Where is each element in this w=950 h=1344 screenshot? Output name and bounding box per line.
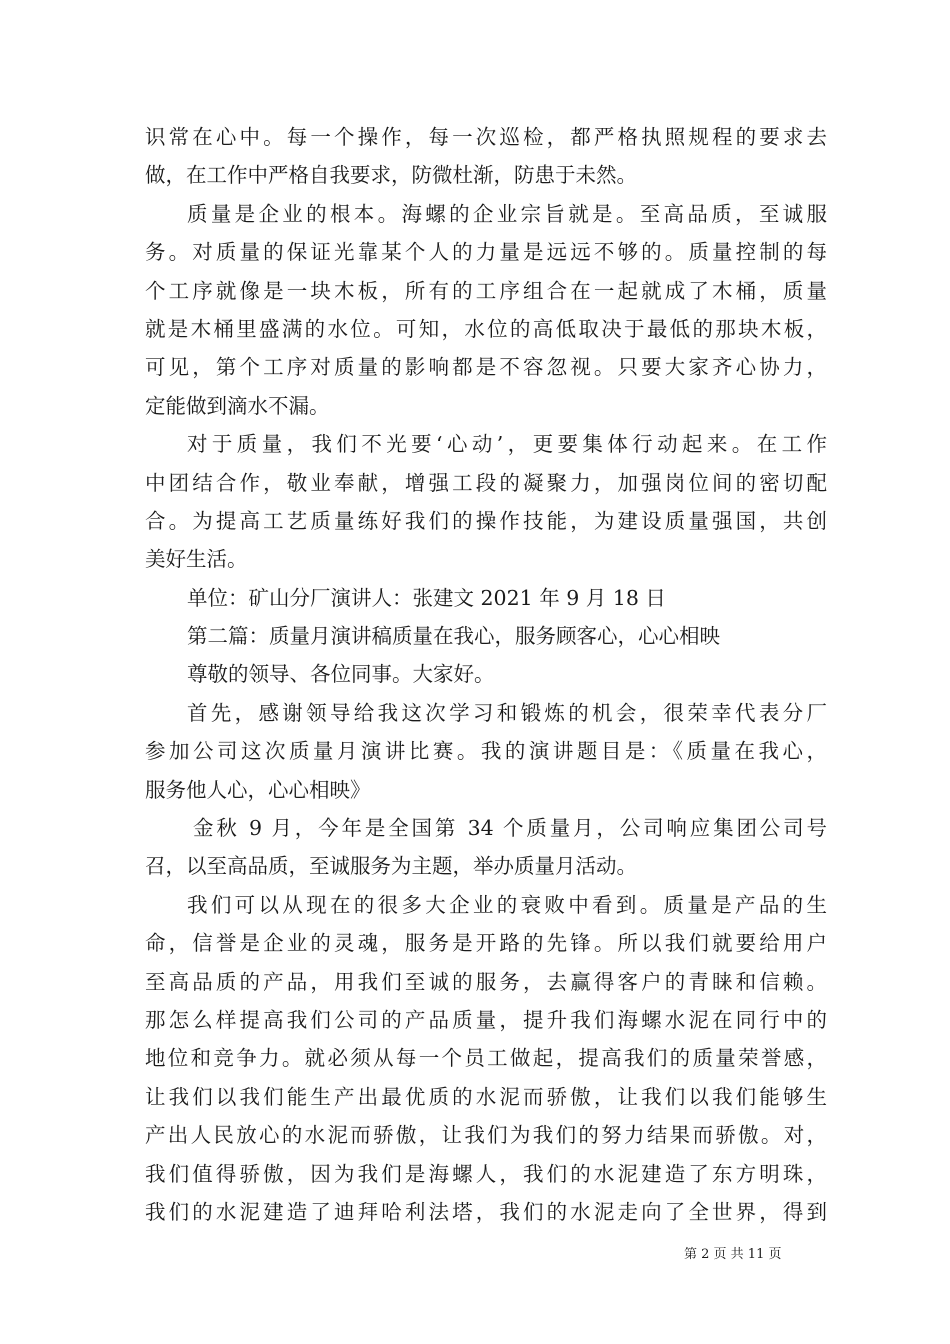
text-line: 单位：矿山分厂演讲人：张建文 2021 年 9 月 18 日 — [187, 585, 666, 610]
text-line: 我们的水泥建造了迪拜哈利法塔，我们的水泥走向了全世界，得到 — [145, 1199, 827, 1224]
text-line: 参加公司这次质量月演讲比赛。我的演讲题目是：《质量在我心， — [145, 739, 827, 764]
text-line: 就是木桶里盛满的水位。可知，水位的高低取决于最低的那块木板， — [145, 316, 827, 341]
text-line: 可见，第个工序对质量的影响都是不容忽视。只要大家齐心协力， — [145, 355, 827, 380]
text-line: 对于质量，我们不光要‘心动’，更要集体行动起来。在工作 — [187, 432, 827, 457]
text-line: 务。对质量的保证光靠某个人的力量是远远不够的。质量控制的每 — [145, 240, 827, 265]
text-line: 质量是企业的根本。海螺的企业宗旨就是。至高品质，至诚服 — [187, 201, 827, 226]
text-line: 合。为提高工艺质量练好我们的操作技能，为建设质量强国，共创 — [145, 508, 827, 533]
document-body — [145, 118, 827, 1231]
text-line: 那怎么样提高我们公司的产品质量，提升我们海螺水泥在同行中的 — [145, 1007, 827, 1032]
text-line: 做，在工作中严格自我要求，防微杜渐，防患于未然。 — [145, 163, 637, 188]
text-line: 我们值得骄傲，因为我们是海螺人，我们的水泥建造了东方明珠， — [145, 1161, 827, 1186]
text-line: 让我们以我们能生产出最优质的水泥而骄傲，让我们以我们能够生 — [145, 1084, 827, 1109]
text-line: 定能做到滴水不漏。 — [145, 393, 330, 418]
text-line: 个工序就像是一块木板，所有的工序组合在一起就成了木桶，质量 — [145, 278, 827, 303]
text-line: 首先，感谢领导给我这次学习和锻炼的机会，很荣幸代表分厂 — [187, 700, 827, 725]
text-line: 产出人民放心的水泥而骄傲，让我们为我们的努力结果而骄傲。对， — [145, 1123, 827, 1148]
text-line: 召，以至高品质，至诚服务为主题，举办质量月活动。 — [145, 854, 637, 879]
text-line: 美好生活。 — [145, 547, 248, 572]
text-line: 服务他人心，心心相映》 — [145, 777, 371, 802]
text-line: 识常在心中。每一个操作，每一次巡检，都严格执照规程的要求去 — [145, 125, 827, 149]
text-line: 命，信誉是企业的灵魂，服务是开路的先锋。所以我们就要给用户 — [145, 931, 827, 956]
text-line: 金秋 9 月，今年是全国第 34 个质量月，公司响应集团公司号 — [193, 816, 827, 841]
page-number-footer: 第 2 页 共 11 页 — [684, 1247, 782, 1262]
text-line: 至高品质的产品，用我们至诚的服务，去赢得客户的青睐和信赖。 — [145, 969, 827, 994]
text-line: 地位和竞争力。就必须从每一个员工做起，提高我们的质量荣誉感， — [145, 1046, 827, 1071]
text-line: 尊敬的领导、各位同事。大家好。 — [187, 662, 495, 687]
text-line: 我们可以从现在的很多大企业的衰败中看到。质量是产品的生 — [187, 892, 827, 917]
text-line: 中团结合作，敬业奉献，增强工段的凝聚力，加强岗位间的密切配 — [145, 470, 827, 495]
section-heading: 第二篇：质量月演讲稿质量在我心，服务顾客心，心心相映 — [187, 624, 720, 649]
